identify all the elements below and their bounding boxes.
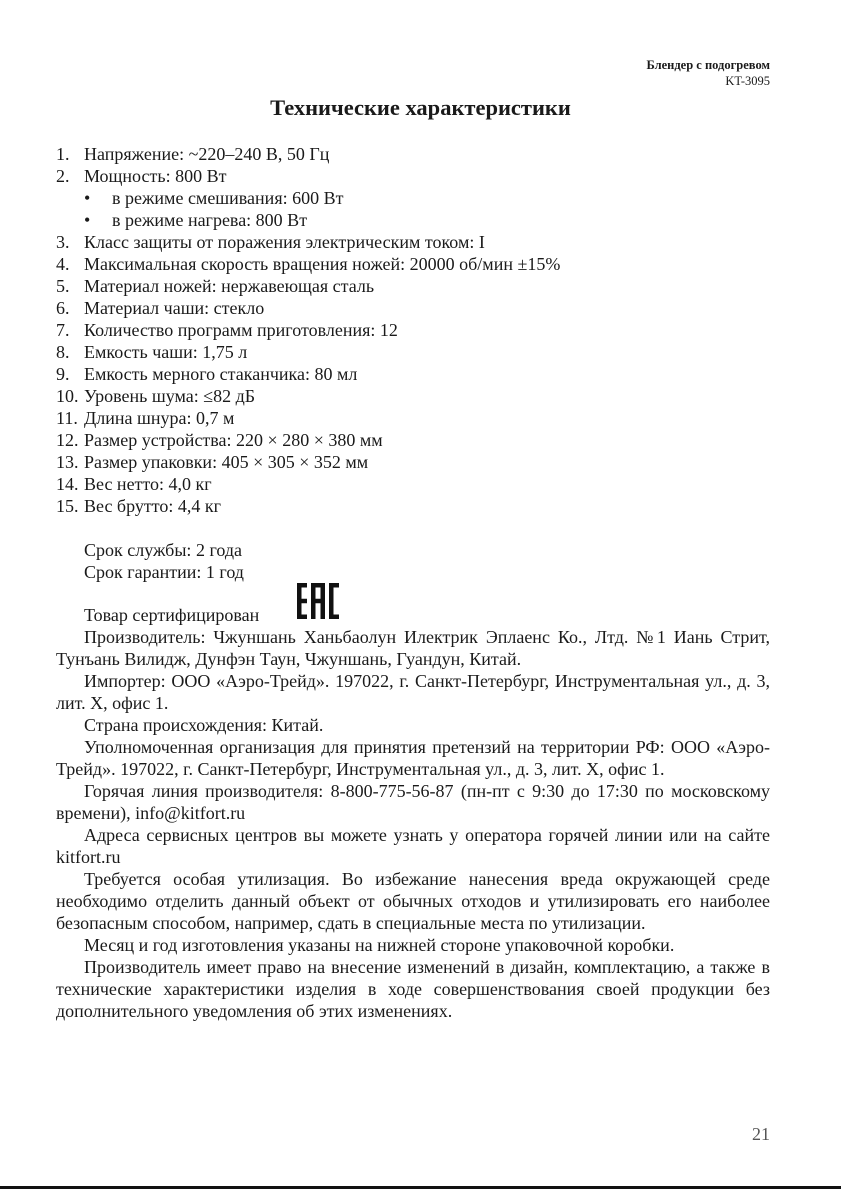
spec-number: 10. — [56, 386, 79, 406]
spec-text: Количество программ приготовления: 12 — [84, 320, 398, 340]
importer: Импортер: ООО «Аэро-Трейд». 197022, г. Санкт-Петербург, Инструментальная ул., д. 3, лит. Х, офис 1. — [56, 671, 770, 713]
specs-list — [56, 143, 786, 517]
spec-item — [56, 231, 786, 253]
spec-item — [56, 385, 786, 407]
disposal-notice: Требуется особая утилизация. Во избежание нанесения вреда окружающей среде необходимо отделить данный объект от обычных отходов и утилизировать его наиболее безопасным способом, например, сдать в специальные места по утилизации. — [56, 869, 770, 933]
spec-text: в режиме смешивания: 600 Вт — [112, 188, 344, 208]
changes-notice: Производитель имеет право на внесение изменений в дизайн, комплектацию, а также в технические характеристики изделия в ходе совершенствования своей продукции без дополнительного уведомления об этих изменениях. — [56, 957, 770, 1021]
product-info — [56, 539, 770, 1022]
hotline: Горячая линия производителя: 8-800-775-56-87 (пн-пт с 9:30 до 17:30 по московскому времени), info@kitfort.ru — [56, 781, 770, 823]
service-life: Срок службы: 2 года — [84, 540, 243, 560]
spec-number: 12. — [56, 430, 79, 450]
spec-text: Уровень шума: ≤82 дБ — [84, 386, 256, 406]
spec-number: 2. — [56, 166, 70, 186]
manufacturer: Производитель: Чжуншань Ханьбаолун Илектрик Эплаенс Ко., Лтд. №1 Иань Стрит, Тунъань Вилидж, Дунфэн Таун, Чжуншань, Гуандун, Китай. — [56, 627, 770, 669]
spec-number: 4. — [56, 254, 70, 274]
spec-number: 11. — [56, 408, 78, 428]
manufacture-date-note: Месяц и год изготовления указаны на нижней стороне упаковочной коробки. — [84, 935, 675, 955]
spec-number: 15. — [56, 496, 79, 516]
spec-number: 3. — [56, 232, 70, 252]
spec-item — [56, 341, 786, 363]
spec-item — [56, 319, 786, 341]
header-model: KT-3095 — [725, 74, 770, 88]
spec-text: Вес нетто: 4,0 кг — [84, 474, 212, 494]
warranty: Срок гарантии: 1 год — [84, 562, 244, 582]
certification — [56, 583, 770, 626]
spec-text: Размер упаковки: 405 × 305 × 352 мм — [84, 452, 369, 472]
spec-item — [56, 495, 786, 517]
spec-subitem — [56, 187, 786, 209]
spec-item — [56, 165, 786, 187]
claims-organization: Уполномоченная организация для принятия претензий на территории РФ: ООО «Аэро-Трейд». 197022, г. Санкт-Петербург, Инструментальная ул., д. 3, лит. Х, офис 1. — [56, 737, 770, 779]
service-centers: Адреса сервисных центров вы можете узнать у оператора горячей линии или на сайте kitfort.ru — [56, 825, 770, 867]
spec-text: Емкость чаши: 1,75 л — [84, 342, 248, 362]
spec-number: 7. — [56, 320, 70, 340]
spec-item — [56, 473, 786, 495]
header-product-name: Блендер с подогревом — [646, 58, 770, 72]
spec-item — [56, 143, 786, 165]
page-number: 21 — [752, 1124, 770, 1144]
eac-mark-icon — [269, 583, 339, 624]
spec-number: 9. — [56, 364, 70, 384]
spec-text: Напряжение: ~220–240 В, 50 Гц — [84, 144, 330, 164]
spec-text: Максимальная скорость вращения ножей: 20000 об/мин ±15% — [84, 254, 561, 274]
spec-item — [56, 407, 786, 429]
spec-item — [56, 253, 786, 275]
bullet-icon: • — [84, 188, 91, 208]
spec-text: Мощность: 800 Вт — [84, 166, 227, 186]
spec-text: Вес брутто: 4,4 кг — [84, 496, 221, 516]
spec-item — [56, 363, 786, 385]
page-header — [646, 57, 770, 89]
spec-item — [56, 275, 786, 297]
spec-number: 13. — [56, 452, 79, 472]
spec-item — [56, 451, 786, 473]
spec-text: в режиме нагрева: 800 Вт — [112, 210, 308, 230]
spec-number: 5. — [56, 276, 70, 296]
certification-text: Товар сертифицирован — [84, 605, 260, 625]
spec-item — [56, 429, 786, 451]
country-of-origin: Страна происхождения: Китай. — [84, 715, 324, 735]
spec-number: 14. — [56, 474, 79, 494]
spec-text: Материал чаши: стекло — [84, 298, 265, 318]
spec-item — [56, 297, 786, 319]
spec-number: 6. — [56, 298, 70, 318]
spec-text: Длина шнура: 0,7 м — [84, 408, 235, 428]
bullet-icon: • — [84, 210, 91, 230]
spec-number: 1. — [56, 144, 70, 164]
page-title: Технические характеристики — [270, 95, 571, 120]
spec-text: Материал ножей: нержавеющая сталь — [84, 276, 375, 296]
spec-text: Класс защиты от поражения электрическим током: I — [84, 232, 485, 252]
spec-text: Размер устройства: 220 × 280 × 380 мм — [84, 430, 383, 450]
spec-number: 8. — [56, 342, 70, 362]
spec-subitem — [56, 209, 786, 231]
spec-text: Емкость мерного стаканчика: 80 мл — [84, 364, 358, 384]
